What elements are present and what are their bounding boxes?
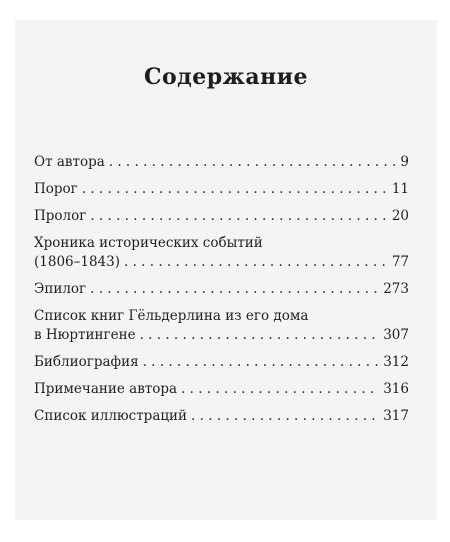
toc-entry-title: Список иллюстраций	[34, 408, 188, 424]
toc-entry-prolog	[34, 207, 409, 226]
toc-entry-title: Хроника исторических событий	[34, 235, 263, 251]
dot-leader	[181, 380, 379, 399]
toc-entry-primechanie	[34, 380, 409, 399]
toc-entry-title-continued: (1806–1843)	[34, 254, 120, 270]
toc-page-number: 11	[391, 181, 409, 197]
toc-entry-title: Список книг Гёльдерлина из его дома	[34, 308, 309, 324]
toc-page-number: 9	[400, 154, 409, 170]
dot-leader	[82, 180, 388, 199]
toc-page-number: 307	[383, 327, 409, 343]
dot-leader	[109, 153, 397, 172]
dot-leader	[143, 353, 380, 372]
dot-leader	[191, 407, 379, 426]
dot-leader	[140, 326, 380, 345]
toc-page-number: 317	[383, 408, 409, 424]
table-of-contents	[34, 153, 409, 426]
toc-entry-title-continued: в Нюртингене	[34, 327, 136, 343]
toc-entry-spisok-illyustratsiy	[34, 407, 409, 426]
toc-entry-title: Пролог	[34, 208, 87, 224]
toc-page-number: 312	[383, 354, 409, 370]
book-page	[15, 20, 437, 520]
toc-entry-khronika	[34, 234, 409, 272]
dot-leader	[90, 280, 379, 299]
toc-page-number: 20	[391, 208, 409, 224]
toc-entry-bibliografiya	[34, 353, 409, 372]
toc-entry-title: Библиография	[34, 354, 139, 370]
dot-leader	[124, 253, 388, 272]
toc-entry-title: Порог	[34, 181, 78, 197]
page-title: Содержание	[143, 64, 309, 90]
toc-entry-title: Эпилог	[34, 281, 87, 297]
toc-entry-porog	[34, 180, 409, 199]
toc-page-number: 316	[383, 381, 409, 397]
toc-entry-title: Примечание автора	[34, 381, 178, 397]
toc-entry-ot-avtora	[34, 153, 409, 172]
toc-entry-title: От автора	[34, 154, 105, 170]
toc-page-number: 273	[383, 281, 409, 297]
toc-entry-spisok-knig	[34, 307, 409, 345]
toc-entry-epilog	[34, 280, 409, 299]
dot-leader	[90, 207, 387, 226]
toc-page-number: 77	[391, 254, 409, 270]
